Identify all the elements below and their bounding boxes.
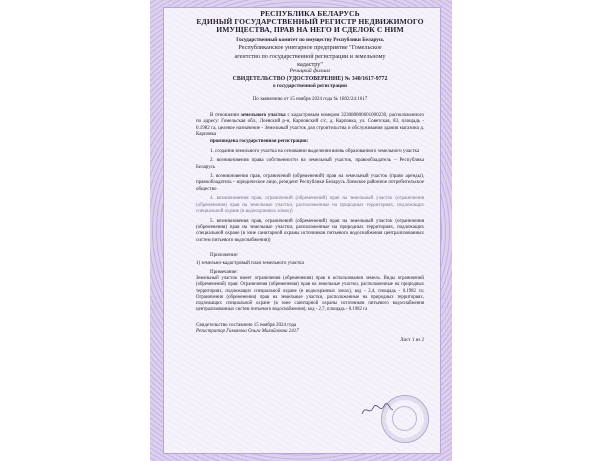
intro-paragraph <box>196 113 424 139</box>
header-country: РЕСПУБЛИКА БЕЛАРУСЬ <box>260 9 360 18</box>
list-item: 2. возникновения права собственности на земельный участок, правообладатель – Республика Беларусь <box>196 158 424 170</box>
header-org-2: агентство по государственной регистрации и земельному <box>234 52 386 60</box>
intro-text-a: В отношении <box>210 112 241 118</box>
header-org-1: Республиканское унитарное предприятие "Гомельское <box>238 44 382 52</box>
header-registry: ЕДИНЫЙ ГОСУДАРСТВЕННЫЙ РЕГИСТР НЕДВИЖИМОГО <box>196 17 424 27</box>
certificate-title: СВИДЕТЕЛЬСТВО (УДОСТОВЕРЕНИЕ) № 340/1617-9772 <box>232 76 388 83</box>
header-committee: Государственный комитет по имуществу Республики Беларусь <box>236 36 384 43</box>
application-line: По заявлению от 15 ноября 2024 года № 1802/24:1617 <box>252 97 368 103</box>
header-org-3: кадастру" <box>297 61 323 69</box>
stamp-seal-inner <box>392 406 417 431</box>
margin-left <box>0 0 150 461</box>
produced-heading: произведена государственная регистрация: <box>210 139 309 145</box>
note-title: Примечание: <box>210 269 238 275</box>
list-item: 5. возникновения прав, ограничений (обременений) прав на земельный участок (ограничения (обременения) прав на земельные участки, расположенные на природных территориях, подлежащих специальной охране (в зоне санитарной охраны источников питьевого водоснабжения централизованных систем питьевого водоснабжения)) <box>196 218 424 243</box>
intro-text-b: с кадастровым номером 323080800601000230, расположенного по адресу: Гомельская обл., Лоевский р-н, Карповский с/с, д. Карповка, ул. Советская, 83, площадь - 0.1982 га, целевое назначение - Земельный участок для строительства и обслуживания здания магазина д. Карповка <box>196 112 424 138</box>
intro-bold: земельного участка <box>240 112 286 118</box>
list-item: 3. возникновения прав, ограничений (обременений) прав на земельный участок (право аренды), правообладатель – юридическое лицо, резидент Республики Беларусь Лоевское районное потребительское общество <box>196 174 424 192</box>
note-text: Земельный участок имеет ограничения (обременения) прав в использовании земель. Виды ограничений (обременений) прав: Ограничения (обременения) прав на земельные участки, расположенные на природных территориях, подлежащих специальной охране (в водоохранных зонах), код - 2,4, площадь - 0.1982 га; Ограничения (обременения) прав на земельные участки, расположенные на природных территориях, подлежащих специальной охране (в зоне санитарной охраны источников питьевого водоснабжения централизованных систем питьевого водоснабжения), код - 2,7, площадь - 0.1982 га <box>196 276 424 312</box>
registrar-line: Регистратор Гиманова Ольга Михайловна 2417 <box>196 329 299 335</box>
header-registry-cont: ИМУЩЕСТВА, ПРАВ НА НЕГО И СДЕЛОК С НИМ <box>216 25 404 35</box>
certificate-content <box>196 10 424 454</box>
stamp-seal-icon <box>381 395 429 443</box>
list-item: 4. возникновения прав, ограничений (обременений) прав на земельный участок (ограничения (обременения) прав на земельные участки, расположенные на природных территориях, подлежащих специальной охране (в водоохранных зонах)) <box>196 196 424 215</box>
appendix-title: Приложение: <box>210 253 239 259</box>
appendix-item: 1) земельно-кадастровый план земельного участка <box>196 260 304 266</box>
list-item: 1. создания земельного участка на основании выделения вновь образованного земельного участка <box>210 148 420 154</box>
sheet-number: Лист 1 из 2 <box>400 337 424 343</box>
certificate-subtitle: о государственной регистрации <box>272 83 348 90</box>
issued-line: Свидетельство составлено 15 ноября 2024 года <box>196 322 297 328</box>
margin-right <box>452 0 600 461</box>
header-branch: Речицкий филиал <box>289 68 331 75</box>
